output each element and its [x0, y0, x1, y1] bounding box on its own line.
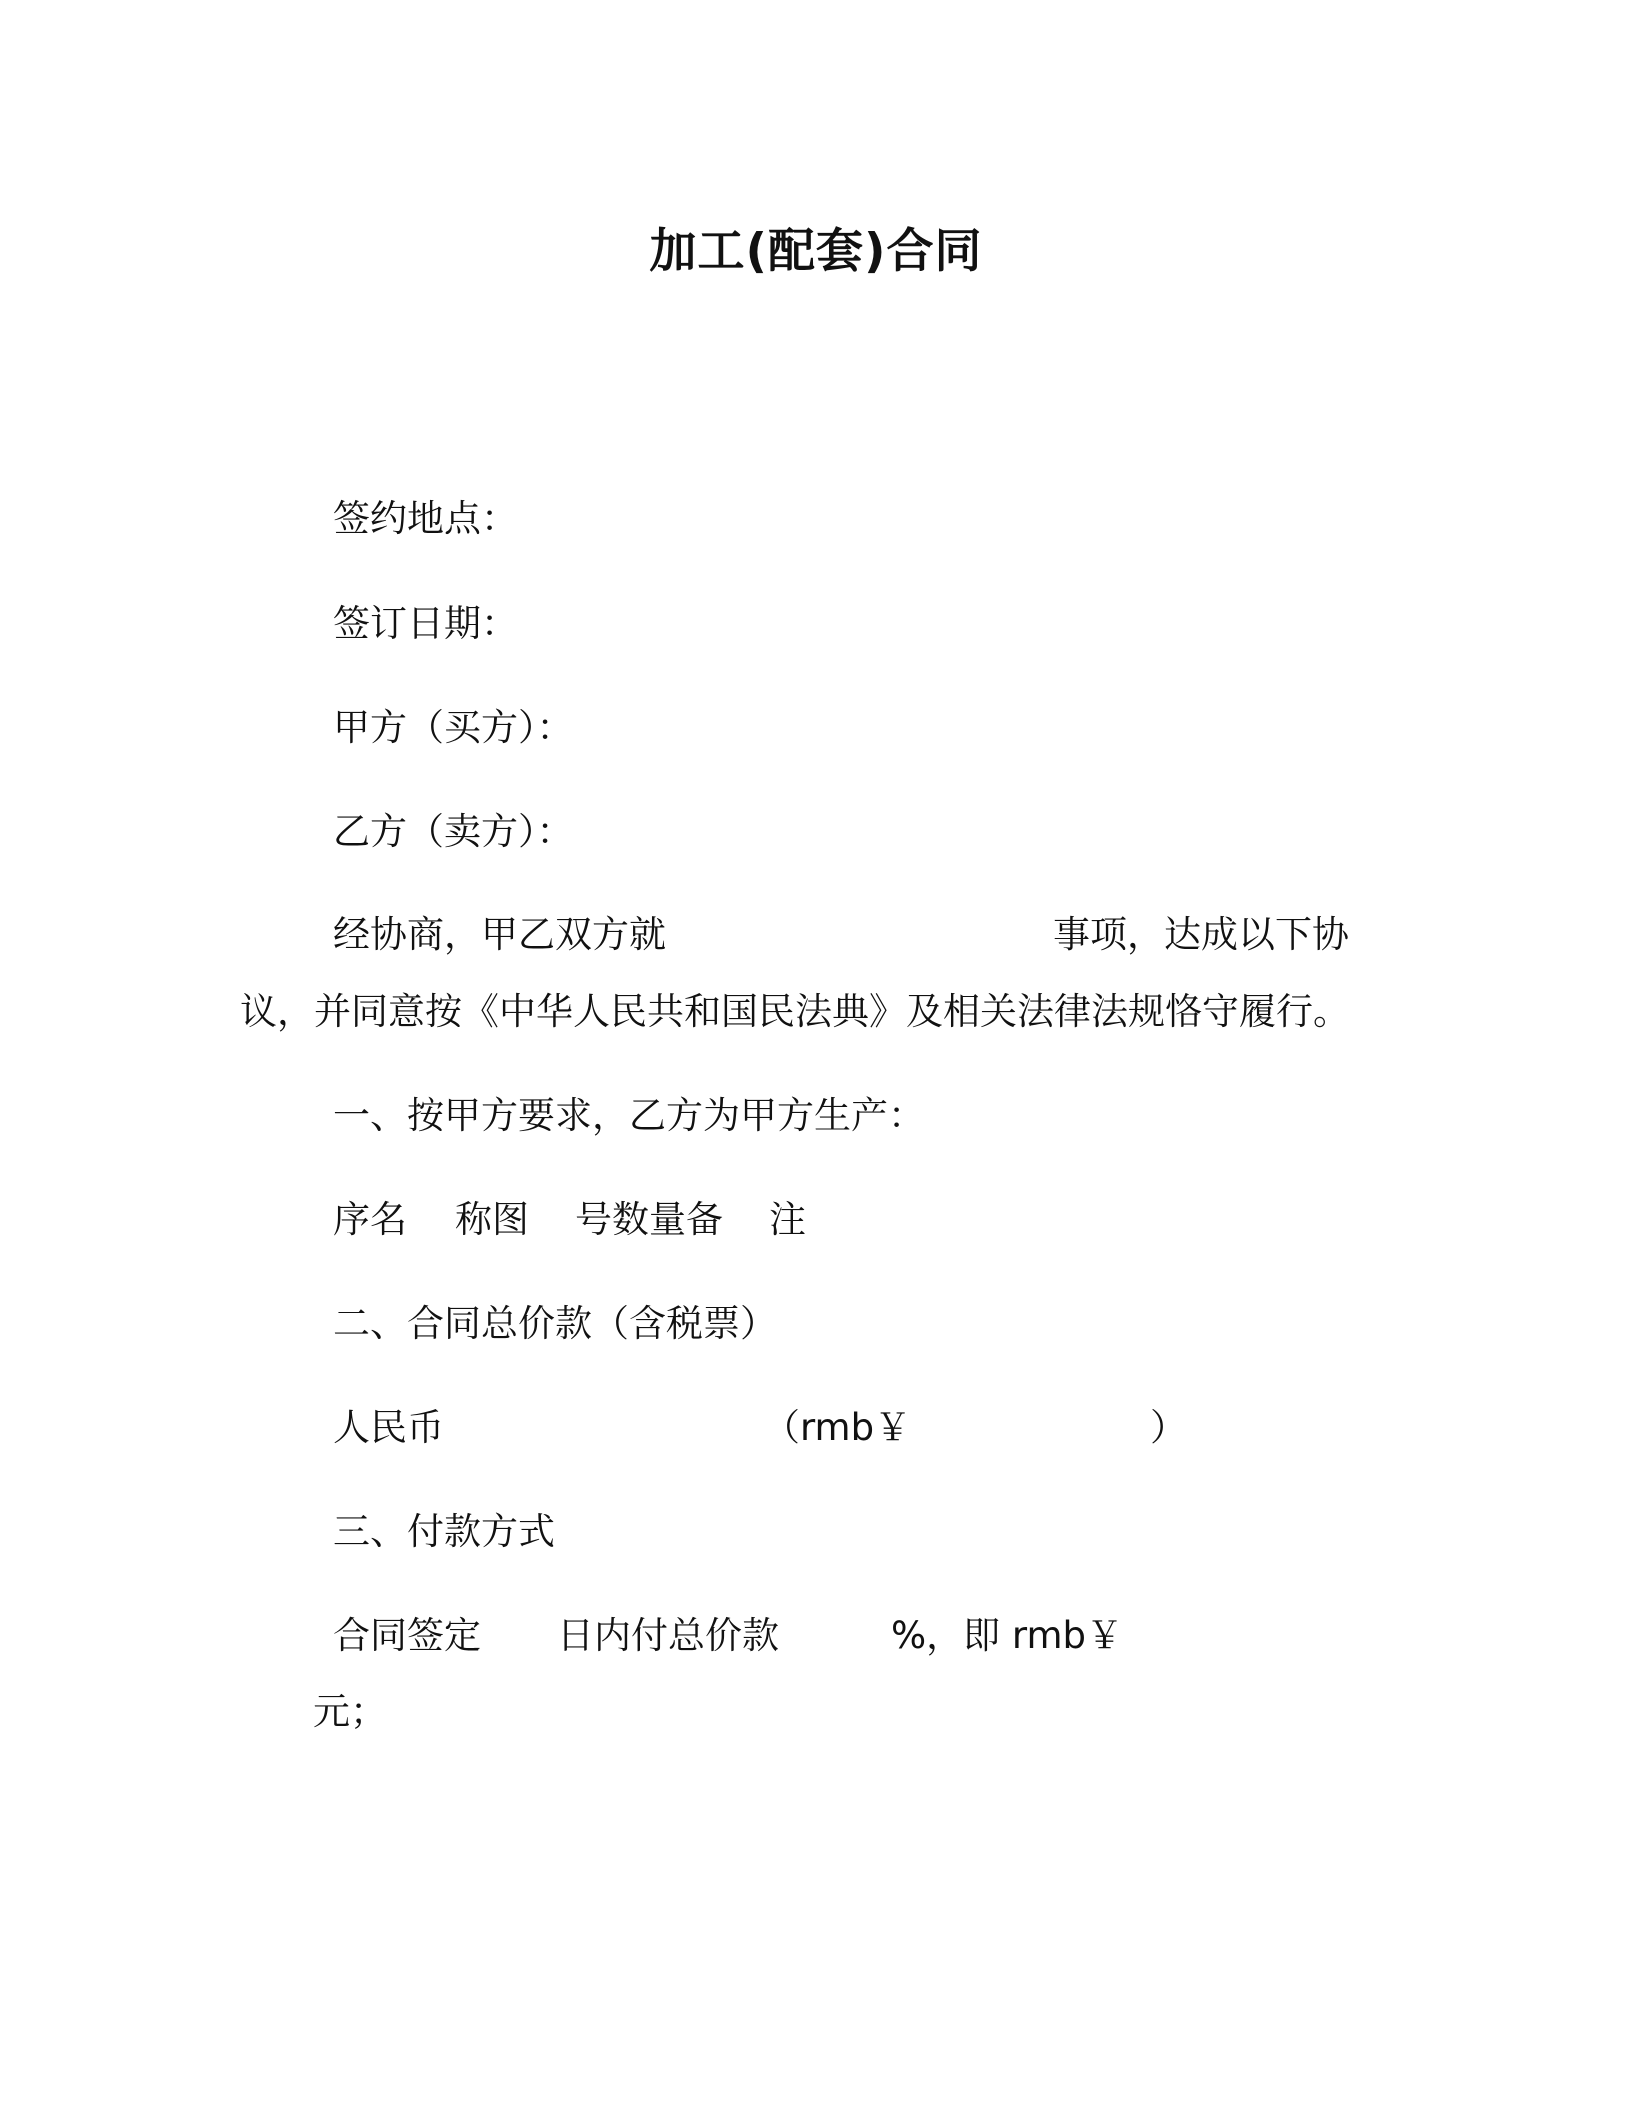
- section1-heading: 一、按甲方要求，乙方为甲方生产：: [333, 1094, 925, 1137]
- column-header: 号数量备: [575, 1198, 723, 1241]
- payment-terms-line: [0, 1612, 1632, 1660]
- intro-part-1: 经协商，甲乙双方就: [333, 913, 666, 956]
- contract-title: 加工(配套)合同: [649, 224, 983, 279]
- intro-line-1: [0, 911, 1632, 959]
- rmb-close: ）: [1150, 1406, 1187, 1449]
- column-header: 序名: [333, 1198, 407, 1241]
- rmb-label: 人民币: [333, 1406, 444, 1449]
- intro-line-2: 议，并同意按《中华人民共和国民法典》及相关法律法规恪守履行。: [240, 990, 1350, 1033]
- sign-place-field: 签约地点：: [333, 497, 518, 540]
- party-a-field: 甲方（买方）：: [333, 706, 574, 749]
- payment-part-4: 元；: [313, 1690, 387, 1733]
- payment-part-1: 合同签定: [333, 1614, 481, 1657]
- column-header: 称图: [455, 1198, 529, 1241]
- column-header: 注: [769, 1198, 806, 1241]
- rmb-open: （rmb￥: [763, 1406, 912, 1449]
- rmb-amount-line: [0, 1404, 1632, 1452]
- intro-part-2: 事项，达成以下协: [1053, 913, 1349, 956]
- section2-heading: 二、合同总价款（含税票）: [333, 1302, 777, 1345]
- sign-date-field: 签订日期：: [333, 602, 518, 645]
- payment-part-2: 日内付总价款: [557, 1614, 779, 1657]
- product-table-header: [0, 1196, 1632, 1244]
- section3-heading: 三、付款方式: [333, 1510, 555, 1553]
- payment-part-3: %，即 rmb￥: [891, 1614, 1124, 1657]
- party-b-field: 乙方（卖方）：: [333, 810, 574, 853]
